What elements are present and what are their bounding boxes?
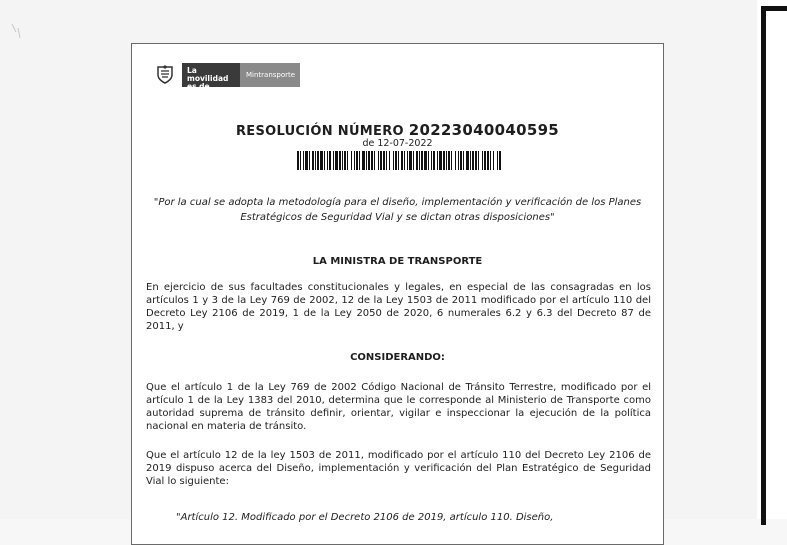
considering-heading: CONSIDERANDO: (350, 352, 445, 363)
ministry-logo (156, 62, 300, 99)
logo-line-1: La movilidad (187, 66, 229, 83)
preamble-paragraph: En ejercicio de sus facultades constitucionales y legales, en especial de las consagradas en los artículos 1 y 3 de la Ley 769 de 2002, 12 de la Ley 1503 de 2011 modificado por el artículo 110 del Decreto Ley 2106 de 2019, 1 de la Ley 2050 de 2020, 6 numerales 6.2 y 6.3 del Decreto 87 de 2011, y (146, 282, 651, 332)
resolution-subject: "Por la cual se adopta la metodología para el diseño, implementación y verificación de los Planes Estratégicos de Seguridad Vial y se dictan otras disposiciones" (153, 197, 642, 223)
considering-paragraph-1: Que el artículo 1 de la Ley 769 de 2002 Código Nacional de Tránsito Terrestre, modificado por el artículo 1 de la Ley 1383 del 2010, determina que le corresponde al Ministerio de Transporte como autoridad suprema de tránsito definir, orientar, vigilar e inspeccionar la ejecución de la política nacional en materia de tránsito. (146, 382, 651, 432)
document-page (131, 43, 664, 545)
resolution-title (132, 121, 663, 139)
page-corner-mark-top (761, 6, 787, 11)
resolution-number: 20223040040595 (408, 121, 560, 139)
logo-ministry-name: Mintransporte (240, 63, 300, 87)
coat-of-arms-icon (156, 65, 174, 85)
considering-paragraph-2: Que el artículo 12 de la ley 1503 de 2011, modificado por el artículo 110 del Decreto Ley 2106 de 2019 dispuso acerca del Diseño, implementación y verificación del Plan Estratégico de Seguridad Vial lo siguiente: (146, 450, 651, 487)
resolution-date: de 12-07-2022 (362, 138, 433, 149)
barcode (297, 151, 501, 170)
scan-artifact (8, 22, 26, 44)
adjacent-page-edge (757, 0, 787, 519)
page-corner-mark (761, 6, 766, 525)
logo-slogan (182, 63, 240, 99)
issuing-authority: LA MINISTRA DE TRANSPORTE (312, 256, 483, 267)
logo-line-2: es de todos (187, 82, 211, 99)
resolution-label: RESOLUCIÓN NÚMERO (235, 124, 404, 139)
quoted-article: "Artículo 12. Modificado por el Decreto 2106 de 2019, artículo 110. Diseño, (176, 512, 554, 523)
